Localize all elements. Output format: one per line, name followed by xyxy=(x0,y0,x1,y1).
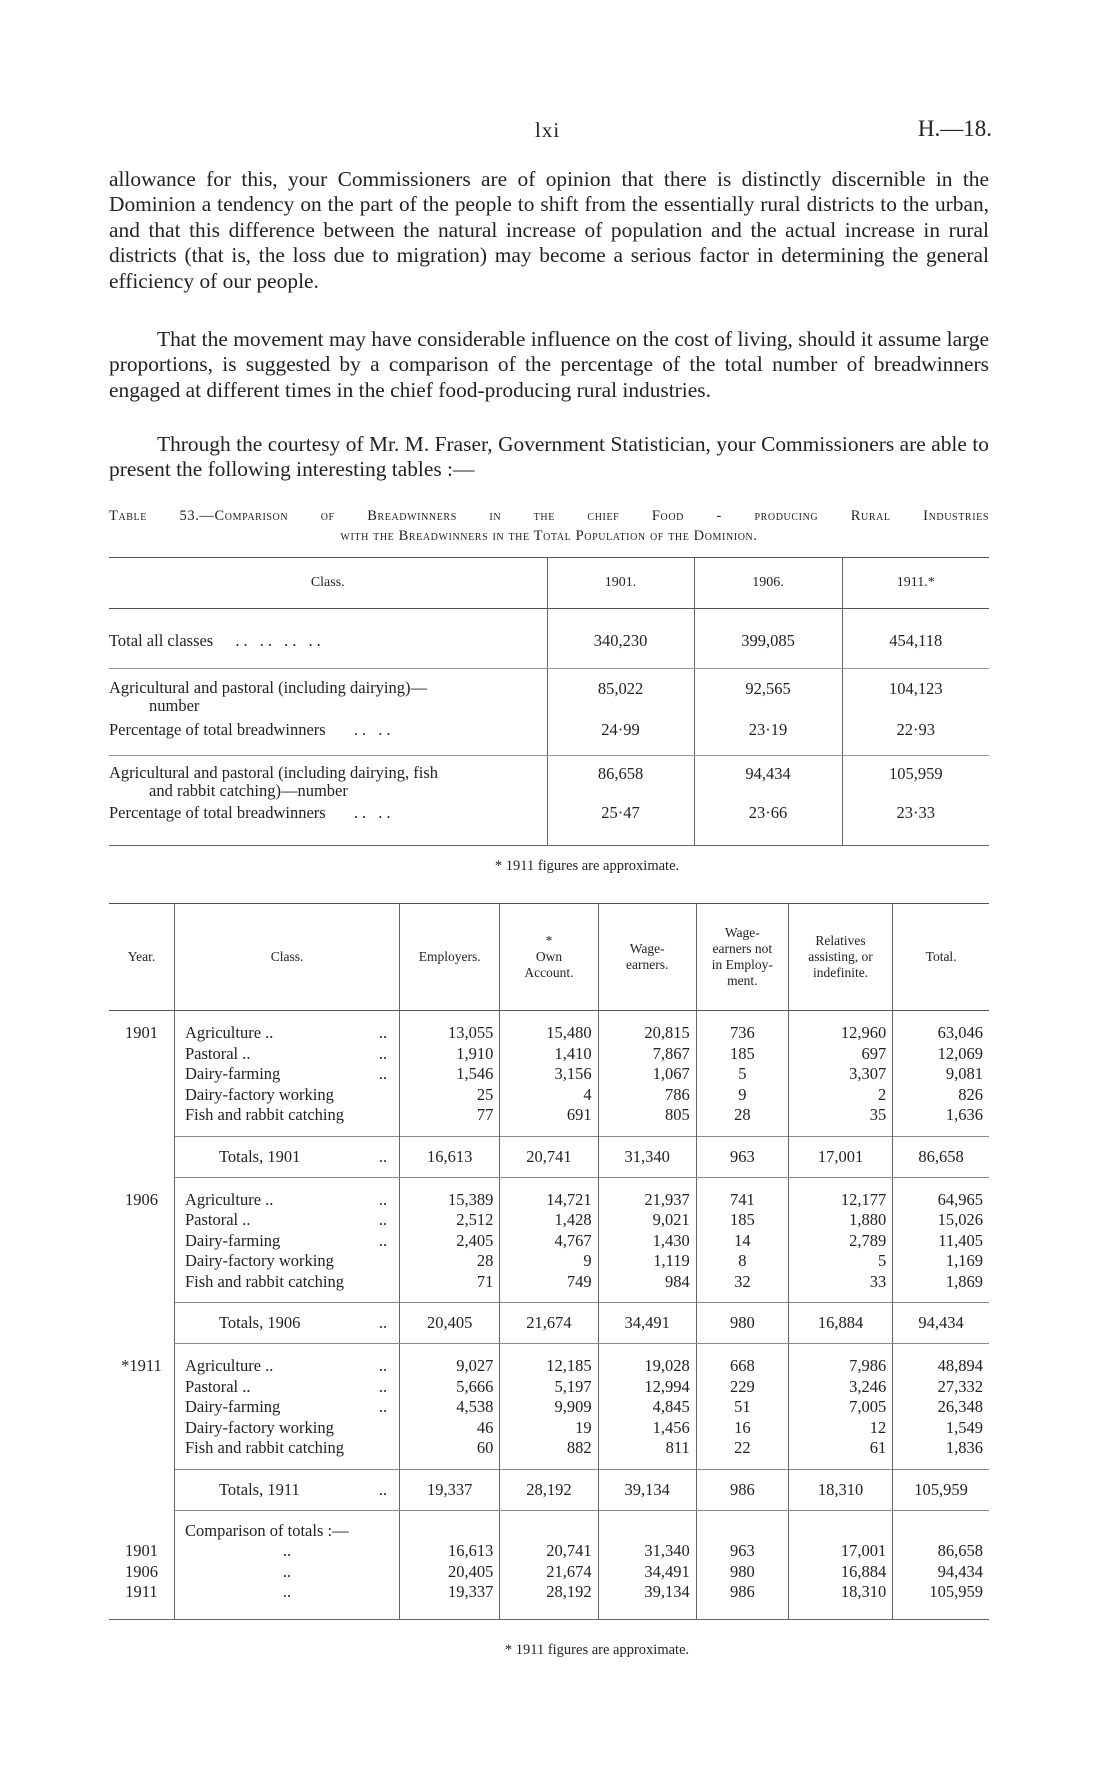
cell-wage-earners: 805 xyxy=(598,1105,696,1126)
cell-own-account: 691 xyxy=(500,1105,598,1126)
cell-relatives: 35 xyxy=(788,1105,892,1126)
cell-not-employed: 963 xyxy=(696,1136,788,1177)
cell-own-account: 28,192 xyxy=(500,1469,598,1510)
cell-not-employed: 51 xyxy=(696,1397,788,1418)
cell-total: 94,434 xyxy=(893,1562,989,1583)
table-row xyxy=(109,1251,989,1272)
cell-1906: 94,434 xyxy=(694,755,842,800)
cell-wage-earners: 34,491 xyxy=(598,1562,696,1583)
cell-total: 9,081 xyxy=(893,1064,989,1085)
row-class: Pastoral .. xyxy=(184,1043,251,1063)
cell-total: 105,959 xyxy=(893,1582,989,1603)
cell-own-account: 20,741 xyxy=(500,1541,598,1562)
caption-line-2: with the Breadwinners in the Total Population of the Dominion. xyxy=(340,528,758,544)
row-class: Pastoral .. xyxy=(184,1210,251,1230)
table-row xyxy=(109,1105,989,1126)
cell-relatives: 16,884 xyxy=(788,1303,892,1344)
header-wage-earners-not-employed: Wage-earners not in Employ-ment. xyxy=(696,904,788,1011)
row-label-continued: and rabbit catching)—number xyxy=(149,780,348,800)
cell-not-employed: 986 xyxy=(696,1582,788,1603)
cell-relatives: 61 xyxy=(788,1438,892,1459)
cell-total: 1,869 xyxy=(893,1272,989,1293)
totals-row xyxy=(109,1469,989,1510)
cell-total: 105,959 xyxy=(893,1469,989,1510)
cell-relatives: 3,246 xyxy=(788,1377,892,1398)
cell-own-account: 4 xyxy=(500,1085,598,1106)
row-label: Agricultural and pastoral (including dairying)— xyxy=(109,678,427,697)
paragraph-2: That the movement may have considerable influence on the cost of living, should it assume large proportions, is suggested by a comparison of the percentage of the total number of breadwinners engaged at different times in the chief food-producing rural industries. xyxy=(109,327,989,402)
row-label: Percentage of total breadwinners xyxy=(109,720,326,739)
breadwinners-by-class-table xyxy=(109,903,989,1620)
cell-total: 1,836 xyxy=(893,1438,989,1459)
row-class: Dairy-factory working xyxy=(184,1084,334,1104)
cell-own-account: 882 xyxy=(500,1438,598,1459)
cell-total: 1,636 xyxy=(893,1105,989,1126)
cell-wage-earners: 7,867 xyxy=(598,1044,696,1065)
cell-total: 63,046 xyxy=(893,1023,989,1044)
cell-own-account: 19 xyxy=(500,1418,598,1439)
cell-total: 26,348 xyxy=(893,1397,989,1418)
cell-employers: 46 xyxy=(400,1418,500,1439)
row-label: Total all classes xyxy=(109,630,214,650)
cell-employers: 28 xyxy=(400,1251,500,1272)
cell-1901: 24·99 xyxy=(547,715,694,745)
caption-line-1: Table 53.—Comparison of Breadwinners in the chief Food - producing Rural Industries xyxy=(109,508,989,524)
cell-wage-earners: 811 xyxy=(598,1438,696,1459)
table-row xyxy=(109,1438,989,1459)
table-row xyxy=(109,1190,989,1211)
cell-employers: 60 xyxy=(400,1438,500,1459)
cell-not-employed: 22 xyxy=(696,1438,788,1459)
cell-wage-earners: 20,815 xyxy=(598,1023,696,1044)
cell-not-employed: 14 xyxy=(696,1231,788,1252)
table-row xyxy=(109,1231,989,1252)
cell-employers: 9,027 xyxy=(400,1356,500,1377)
header-class: Class. xyxy=(174,904,399,1011)
row-leader-dots: .. xyxy=(378,1397,388,1417)
cell-not-employed: 16 xyxy=(696,1418,788,1439)
table-row xyxy=(109,669,989,716)
comparison-leader-dots: .. xyxy=(174,1562,399,1583)
cell-not-employed: 668 xyxy=(696,1356,788,1377)
comparison-year: 1901 xyxy=(124,1541,158,1561)
row-leader-dots: .. xyxy=(378,1356,388,1376)
cell-employers: 16,613 xyxy=(400,1541,500,1562)
cell-wage-earners: 984 xyxy=(598,1272,696,1293)
header-1906: 1906. xyxy=(694,558,842,609)
cell-own-account: 28,192 xyxy=(500,1582,598,1603)
cell-total: 1,549 xyxy=(893,1418,989,1439)
cell-1911: 105,959 xyxy=(842,755,989,800)
cell-wage-earners: 34,491 xyxy=(598,1303,696,1344)
cell-wage-earners: 786 xyxy=(598,1085,696,1106)
cell-own-account: 4,767 xyxy=(500,1231,598,1252)
row-class: Dairy-farming xyxy=(184,1064,281,1084)
row-leader-dots: .. xyxy=(378,1064,388,1084)
cell-wage-earners: 9,021 xyxy=(598,1210,696,1231)
row-leader-dots: .. xyxy=(378,1043,388,1063)
row-leader-dots: .. .. .. .. xyxy=(235,630,325,650)
table-53-footnote: * 1911 figures are approximate. xyxy=(494,858,680,874)
cell-1911: 23·33 xyxy=(842,800,989,826)
cell-total: 12,069 xyxy=(893,1044,989,1065)
cell-relatives: 7,986 xyxy=(788,1356,892,1377)
cell-relatives: 16,884 xyxy=(788,1562,892,1583)
cell-employers: 13,055 xyxy=(400,1023,500,1044)
row-leader-dots: .. xyxy=(378,1230,388,1250)
cell-wage-earners: 1,119 xyxy=(598,1251,696,1272)
cell-wage-earners: 31,340 xyxy=(598,1541,696,1562)
cell-own-account: 21,674 xyxy=(500,1303,598,1344)
cell-employers: 19,337 xyxy=(400,1469,500,1510)
own-account-asterisk: * xyxy=(545,933,553,948)
cell-1906: 23·66 xyxy=(694,800,842,826)
own-account-label: Own Account. xyxy=(524,949,574,980)
row-class: Fish and rabbit catching xyxy=(184,1271,344,1291)
cell-relatives: 12,960 xyxy=(788,1023,892,1044)
cell-own-account: 9 xyxy=(500,1251,598,1272)
table-row xyxy=(109,755,989,800)
cell-not-employed: 980 xyxy=(696,1562,788,1583)
header-1901: 1901. xyxy=(547,558,694,609)
cell-not-employed: 986 xyxy=(696,1469,788,1510)
header-employers: Employers. xyxy=(400,904,500,1011)
header-class: Class. xyxy=(109,558,547,609)
cell-relatives: 7,005 xyxy=(788,1397,892,1418)
row-label-continued: number xyxy=(149,696,200,715)
cell-own-account: 1,410 xyxy=(500,1044,598,1065)
cell-own-account: 749 xyxy=(500,1272,598,1293)
table-row xyxy=(109,1356,989,1377)
table-row xyxy=(109,1044,989,1065)
totals-label: Totals, 1906 xyxy=(218,1313,301,1332)
cell-relatives: 2 xyxy=(788,1085,892,1106)
comparison-row xyxy=(109,1541,989,1562)
cell-not-employed: 185 xyxy=(696,1044,788,1065)
cell-wage-earners: 1,067 xyxy=(598,1064,696,1085)
cell-1911: 104,123 xyxy=(842,669,989,716)
header-total: Total. xyxy=(893,904,989,1011)
cell-not-employed: 8 xyxy=(696,1251,788,1272)
row-leader-dots: .. xyxy=(378,1023,388,1043)
table-body xyxy=(109,1011,989,1620)
comparison-heading-row xyxy=(109,1521,989,1542)
cell-total: 15,026 xyxy=(893,1210,989,1231)
cell-own-account: 20,741 xyxy=(500,1136,598,1177)
row-class: Agriculture .. xyxy=(184,1356,274,1376)
cell-employers: 2,405 xyxy=(400,1231,500,1252)
cell-1901: 85,022 xyxy=(547,669,694,716)
cell-wage-earners: 1,430 xyxy=(598,1231,696,1252)
cell-1901: 25·47 xyxy=(547,800,694,826)
totals-row xyxy=(109,1136,989,1177)
totals-label: Totals, 1901 xyxy=(218,1146,301,1166)
cell-employers: 71 xyxy=(400,1272,500,1293)
cell-relatives: 5 xyxy=(788,1251,892,1272)
table-row xyxy=(109,1023,989,1044)
cell-employers: 2,512 xyxy=(400,1210,500,1231)
comparison-leader-dots: .. xyxy=(174,1541,399,1562)
comparison-row xyxy=(109,1562,989,1583)
cell-employers: 1,546 xyxy=(400,1064,500,1085)
cell-relatives: 12 xyxy=(788,1418,892,1439)
header-1911: 1911.* xyxy=(842,558,989,609)
cell-not-employed: 741 xyxy=(696,1190,788,1211)
cell-not-employed: 980 xyxy=(696,1303,788,1344)
cell-relatives: 18,310 xyxy=(788,1582,892,1603)
cell-employers: 25 xyxy=(400,1085,500,1106)
totals-leader-dots: .. xyxy=(378,1479,388,1499)
cell-employers: 20,405 xyxy=(400,1303,500,1344)
document-reference: H.—18. xyxy=(917,116,992,141)
table-53 xyxy=(109,557,989,846)
table-header xyxy=(109,904,989,1011)
table-row xyxy=(109,1210,989,1231)
table-53-header xyxy=(109,558,989,609)
cell-wage-earners: 39,134 xyxy=(598,1469,696,1510)
comparison-year: 1911 xyxy=(125,1582,158,1602)
cell-total: 11,405 xyxy=(893,1231,989,1252)
table-row xyxy=(109,627,989,655)
cell-not-employed: 28 xyxy=(696,1105,788,1126)
cell-employers: 77 xyxy=(400,1105,500,1126)
cell-employers: 4,538 xyxy=(400,1397,500,1418)
cell-1906: 92,565 xyxy=(694,669,842,716)
cell-not-employed: 185 xyxy=(696,1210,788,1231)
cell-relatives: 17,001 xyxy=(788,1136,892,1177)
cell-employers: 5,666 xyxy=(400,1377,500,1398)
row-class: Dairy-factory working xyxy=(184,1251,334,1271)
paragraph-3: Through the courtesy of Mr. M. Fraser, Government Statistician, your Commissioners are able to present the following interesting tables :— xyxy=(109,432,989,482)
cell-total: 48,894 xyxy=(893,1356,989,1377)
cell-1911: 22·93 xyxy=(842,715,989,745)
comparison-row xyxy=(109,1582,989,1603)
cell-not-employed: 229 xyxy=(696,1377,788,1398)
cell-own-account: 14,721 xyxy=(500,1190,598,1211)
row-label: Percentage of total breadwinners xyxy=(109,802,326,822)
cell-total: 94,434 xyxy=(893,1303,989,1344)
cell-own-account: 3,156 xyxy=(500,1064,598,1085)
cell-relatives: 3,307 xyxy=(788,1064,892,1085)
cell-own-account: 1,428 xyxy=(500,1210,598,1231)
cell-own-account: 12,185 xyxy=(500,1356,598,1377)
row-leader-dots: .. .. xyxy=(353,720,395,739)
row-class: Fish and rabbit catching xyxy=(184,1105,344,1125)
row-year: 1906 xyxy=(124,1189,158,1209)
cell-total: 826 xyxy=(893,1085,989,1106)
table-row xyxy=(109,1377,989,1398)
row-class: Agriculture .. xyxy=(184,1189,274,1209)
cell-not-employed: 32 xyxy=(696,1272,788,1293)
table-row xyxy=(109,800,989,826)
totals-label: Totals, 1911 xyxy=(218,1479,300,1499)
cell-employers: 20,405 xyxy=(400,1562,500,1583)
cell-total: 86,658 xyxy=(893,1136,989,1177)
cell-wage-earners: 21,937 xyxy=(598,1190,696,1211)
header-year: Year. xyxy=(109,904,174,1011)
table-53-caption xyxy=(109,506,989,546)
cell-total: 27,332 xyxy=(893,1377,989,1398)
row-class: Agriculture .. xyxy=(184,1023,274,1043)
row-year: 1901 xyxy=(124,1023,158,1043)
totals-row xyxy=(109,1303,989,1344)
cell-wage-earners: 12,994 xyxy=(598,1377,696,1398)
table-row xyxy=(109,1272,989,1293)
header-wage-earners: Wage-earners. xyxy=(598,904,696,1011)
table-row xyxy=(109,1064,989,1085)
comparison-label: Comparison of totals :— xyxy=(174,1521,399,1542)
row-leader-dots: .. xyxy=(378,1376,388,1396)
cell-1901: 86,658 xyxy=(547,755,694,800)
cell-wage-earners: 4,845 xyxy=(598,1397,696,1418)
page-number: lxi xyxy=(535,118,561,142)
table-row xyxy=(109,1418,989,1439)
row-leader-dots: .. xyxy=(378,1189,388,1209)
cell-employers: 1,910 xyxy=(400,1044,500,1065)
header-relatives: Relatives assisting, or indefinite. xyxy=(788,904,892,1011)
cell-own-account: 9,909 xyxy=(500,1397,598,1418)
cell-1911: 454,118 xyxy=(842,627,989,655)
cell-relatives: 2,789 xyxy=(788,1231,892,1252)
row-class: Pastoral .. xyxy=(184,1376,251,1396)
cell-1906: 23·19 xyxy=(694,715,842,745)
header-own-account xyxy=(500,904,598,1011)
table-row xyxy=(109,1085,989,1106)
cell-own-account: 5,197 xyxy=(500,1377,598,1398)
cell-employers: 19,337 xyxy=(400,1582,500,1603)
cell-own-account: 21,674 xyxy=(500,1562,598,1583)
cell-employers: 16,613 xyxy=(400,1136,500,1177)
row-leader-dots: .. xyxy=(378,1210,388,1230)
cell-total: 86,658 xyxy=(893,1541,989,1562)
row-class: Fish and rabbit catching xyxy=(184,1438,344,1458)
cell-wage-earners: 19,028 xyxy=(598,1356,696,1377)
cell-not-employed: 963 xyxy=(696,1541,788,1562)
totals-leader-dots: .. xyxy=(378,1146,388,1166)
cell-relatives: 33 xyxy=(788,1272,892,1293)
cell-total: 64,965 xyxy=(893,1190,989,1211)
cell-not-employed: 5 xyxy=(696,1064,788,1085)
cell-wage-earners: 39,134 xyxy=(598,1582,696,1603)
cell-not-employed: 9 xyxy=(696,1085,788,1106)
row-leader-dots: .. .. xyxy=(353,802,395,822)
comparison-leader-dots: .. xyxy=(174,1582,399,1603)
cell-employers: 15,389 xyxy=(400,1190,500,1211)
row-year: *1911 xyxy=(121,1356,162,1376)
comparison-year: 1906 xyxy=(124,1561,158,1581)
cell-not-employed: 736 xyxy=(696,1023,788,1044)
row-class: Dairy-factory working xyxy=(184,1417,334,1437)
totals-leader-dots: .. xyxy=(378,1313,388,1332)
table-row xyxy=(109,715,989,745)
cell-relatives: 697 xyxy=(788,1044,892,1065)
cell-1901: 340,230 xyxy=(547,627,694,655)
cell-wage-earners: 31,340 xyxy=(598,1136,696,1177)
cell-wage-earners: 1,456 xyxy=(598,1418,696,1439)
cell-relatives: 12,177 xyxy=(788,1190,892,1211)
table-footnote: * 1911 figures are approximate. xyxy=(504,1642,690,1658)
cell-relatives: 17,001 xyxy=(788,1541,892,1562)
paragraph-1: allowance for this, your Commissioners are of opinion that there is distinctly discernible in the Dominion a tendency on the part of the people to shift from the essentially rural districts to the urban, and that this difference between the natural increase of population and the actual increase in rural districts (that is, the loss due to migration) may become a serious factor in determining the general efficiency of our people. xyxy=(109,167,989,293)
row-label: Agricultural and pastoral (including dairying, fish xyxy=(109,762,439,782)
cell-relatives: 1,880 xyxy=(788,1210,892,1231)
cell-own-account: 15,480 xyxy=(500,1023,598,1044)
row-class: Dairy-farming xyxy=(184,1397,281,1417)
row-class: Dairy-farming xyxy=(184,1230,281,1250)
cell-1906: 399,085 xyxy=(694,627,842,655)
cell-total: 1,169 xyxy=(893,1251,989,1272)
table-row xyxy=(109,1397,989,1418)
cell-relatives: 18,310 xyxy=(788,1469,892,1510)
